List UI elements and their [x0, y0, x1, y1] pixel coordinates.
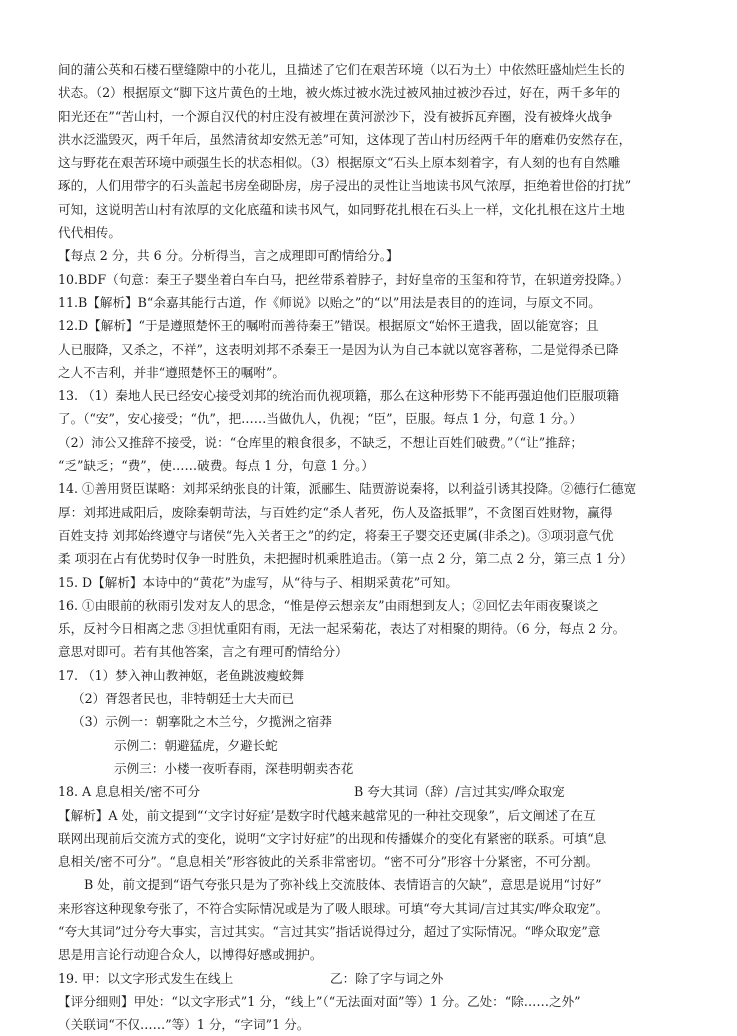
text-line: “夸大其词”过分夸大事实，言过其实。“言过其实”指话说得过分，超过了实际情况。“哗众取宠”意 [58, 923, 601, 939]
answer-16: 16. ①由眼前的秋雨引发对友人的思念，“惟是停云想亲友”由雨想到友人；②回忆去年雨夜聚谈之 [58, 597, 599, 613]
text-line: 之人不吉利，并非“遵照楚怀王的嘱咐”。 [58, 364, 285, 380]
text-line: 联网出现前后交流方式的变化，说明“文字讨好症”的出现和传播媒介的变化有紧密的联系。可填“息 [58, 830, 607, 846]
text-line: 乐，反衬今日相离之悲 ③担忧重阳有雨，无法一起采菊花，表达了对相聚的期待。（6 分，每点 2 分。 [58, 621, 626, 637]
answer-14: 14. ①善用贤臣谋略：刘邦采纳张良的计策，派郦生、陆贾游说秦将，以利益引诱其投降。②德行仁德宽 [58, 481, 637, 497]
text-line: 洪水泛滥毁灭，两千年后，虽然清贫却安然无恙”可知，这体现了苦山村历经两千年的磨难仍安然存在， [58, 131, 632, 147]
text-line: 【解析】A 处，前文提到“‘文字讨好症’是数字时代越来越常见的一种社交现象”，后文阐述了在互 [58, 807, 596, 823]
answer-11: 11.B【解析】B“余嘉其能行古道，作《师说》以贻之”的“以”用法是表目的的连词，与原文不同。 [58, 294, 601, 310]
answer-18-a: 18. A 息息相关/密不可分 [58, 784, 201, 800]
text-line: 这与野花在艰苦环境中顽强生长的状态相似。（3）根据原文“石头上原本刻着字，有人刻的也有自然雕 [58, 155, 621, 171]
scoring-detail: 【评分细则】甲处：“以文字形式”1 分，“线上”（“无法面对面”等）1 分。乙处：“除……之外” [58, 993, 581, 1009]
text-line: 厚：刘邦进咸阳后，废除秦朝苛法，与百姓约定“杀人者死，伤人及盗抵罪”，不贪图百姓财物，赢得 [58, 504, 613, 520]
answer-10: 10.BDF（句意：秦王子婴坐着白车白马，把丝带系着脖子，封好皇帝的玉玺和符节，在轵道旁投降。） [58, 271, 629, 287]
answer-18-b: B 夸大其词（辞）/言过其实/哗众取宠 [354, 784, 565, 800]
answer-19-b: 乙：除了字与词之外 [330, 970, 444, 986]
answer-19 [58, 967, 691, 990]
text-line: 息相关/密不可分”。“息息相关”形容彼此的关系非常密切。“密不可分”形容十分紧密，不可分割。 [58, 854, 599, 870]
text-line: B 处，前文提到“语气夸张只是为了弥补线上交流肢体、表情语言的欠缺”，意思是说用“讨好” [84, 877, 602, 893]
text-line: 状态。（2）根据原文“脚下这片黄色的土地，被火炼过被水洗过被风抽过被沙吞过，好在，两千多年的 [58, 85, 621, 101]
answer-17-3: （3）示例一：朝搴阰之木兰兮，夕揽洲之宿莽 [72, 714, 332, 730]
text-line: “乏”缺乏；“费”，使……破费。每点 1 分，句意 1 分。） [58, 458, 374, 474]
text-line: 思是用言论行动迎合众人，以博得好感或拥护。 [58, 947, 323, 963]
example-3: 示例三：小楼一夜听春雨，深巷明朝卖杏花 [114, 760, 354, 776]
text-line: （关联词“不仅……”等）1 分，“字词”1 分。 [58, 1017, 310, 1033]
answer-13: 13. （1）秦地人民已经安心接受刘邦的统治而仇视项籍，那么在这种形势下不能再强迫他们臣服项籍 [58, 388, 619, 404]
text-line: 代代相传。 [58, 225, 121, 241]
scoring-note: 【每点 2 分，共 6 分。分析得当，言之成理即可酌情给分。】 [58, 248, 399, 264]
text-line: 柔 项羽在占有优势时仅争一时胜负，未把握时机乘胜追击。（第一点 2 分，第二点 2 分，第三点 1 分） [58, 551, 633, 567]
answer-15: 15. D【解析】本诗中的“黄花”为虚写，从“待与子、相期采黄花”可知。 [58, 574, 458, 590]
text-line: 可知，这说明苦山村有浓厚的文化底蕴和读书风气，如同野花扎根在石头上一样，文化扎根在这片土地 [58, 201, 625, 217]
text-line: 意思对即可。若有其他答案，言之有理可酌情给分） [58, 644, 348, 660]
text-line: 琢的，人们用带字的石头盖起书房垒砌卧房，房子浸出的灵性让当地读书风气浓厚，拒绝着世俗的打扰” [58, 178, 632, 194]
text-line: 人已服降，又杀之，不祥”，这表明刘邦不杀秦王一是因为认为自己本就以宽容著称，二是觉得杀已降 [58, 341, 619, 357]
answer-18 [58, 780, 691, 803]
text-line: 阳光还在”“苦山村，一个源自汉代的村庄没有被埋在黄河淤沙下，没有被拆瓦弃圈，没有被烽火战争 [58, 108, 613, 124]
text-line: 来形容这种现象夸张了，不符合实际情况或是为了吸人眼球。可填“夸大其词/言过其实/哗众取宠”。 [58, 900, 609, 916]
text-line: （2）沛公又推辞不接受，说：“仓库里的粮食很多，不缺乏，不想让百姓们破费。”（“让”推辞； [58, 434, 583, 450]
answer-17-2: （2）胥怨者民也，非特朝廷士大夫而已 [72, 691, 295, 707]
text-line: 百姓支持 刘邦始终遵守与诸侯“先入关者王之”的约定，将秦王子婴交还吏属(非杀之)。③项羽意气优 [58, 527, 614, 543]
answer-12: 12.D【解析】“于是遵照楚怀王的嘱咐而善待秦王”错误。根据原文“始怀王遣我，固以能宽容；且 [58, 318, 599, 334]
example-2: 示例二：朝避猛虎，夕避长蛇 [114, 737, 278, 753]
answer-19-a: 19. 甲：以文字形式发生在线上 [58, 970, 234, 986]
text-line: 了。（“安”，安心接受；“仇”，把……当做仇人，仇视；“臣”，臣服。每点 1 分，句意 1 分。） [58, 411, 583, 427]
answer-17: 17. （1）梦入神山教神妪，老鱼跳波瘦蛟舞 [58, 667, 305, 683]
text-line: 间的蒲公英和石楼石壁缝隙中的小花儿，且描述了它们在艰苦环境（以石为土）中依然旺盛灿烂生长的 [58, 62, 625, 77]
